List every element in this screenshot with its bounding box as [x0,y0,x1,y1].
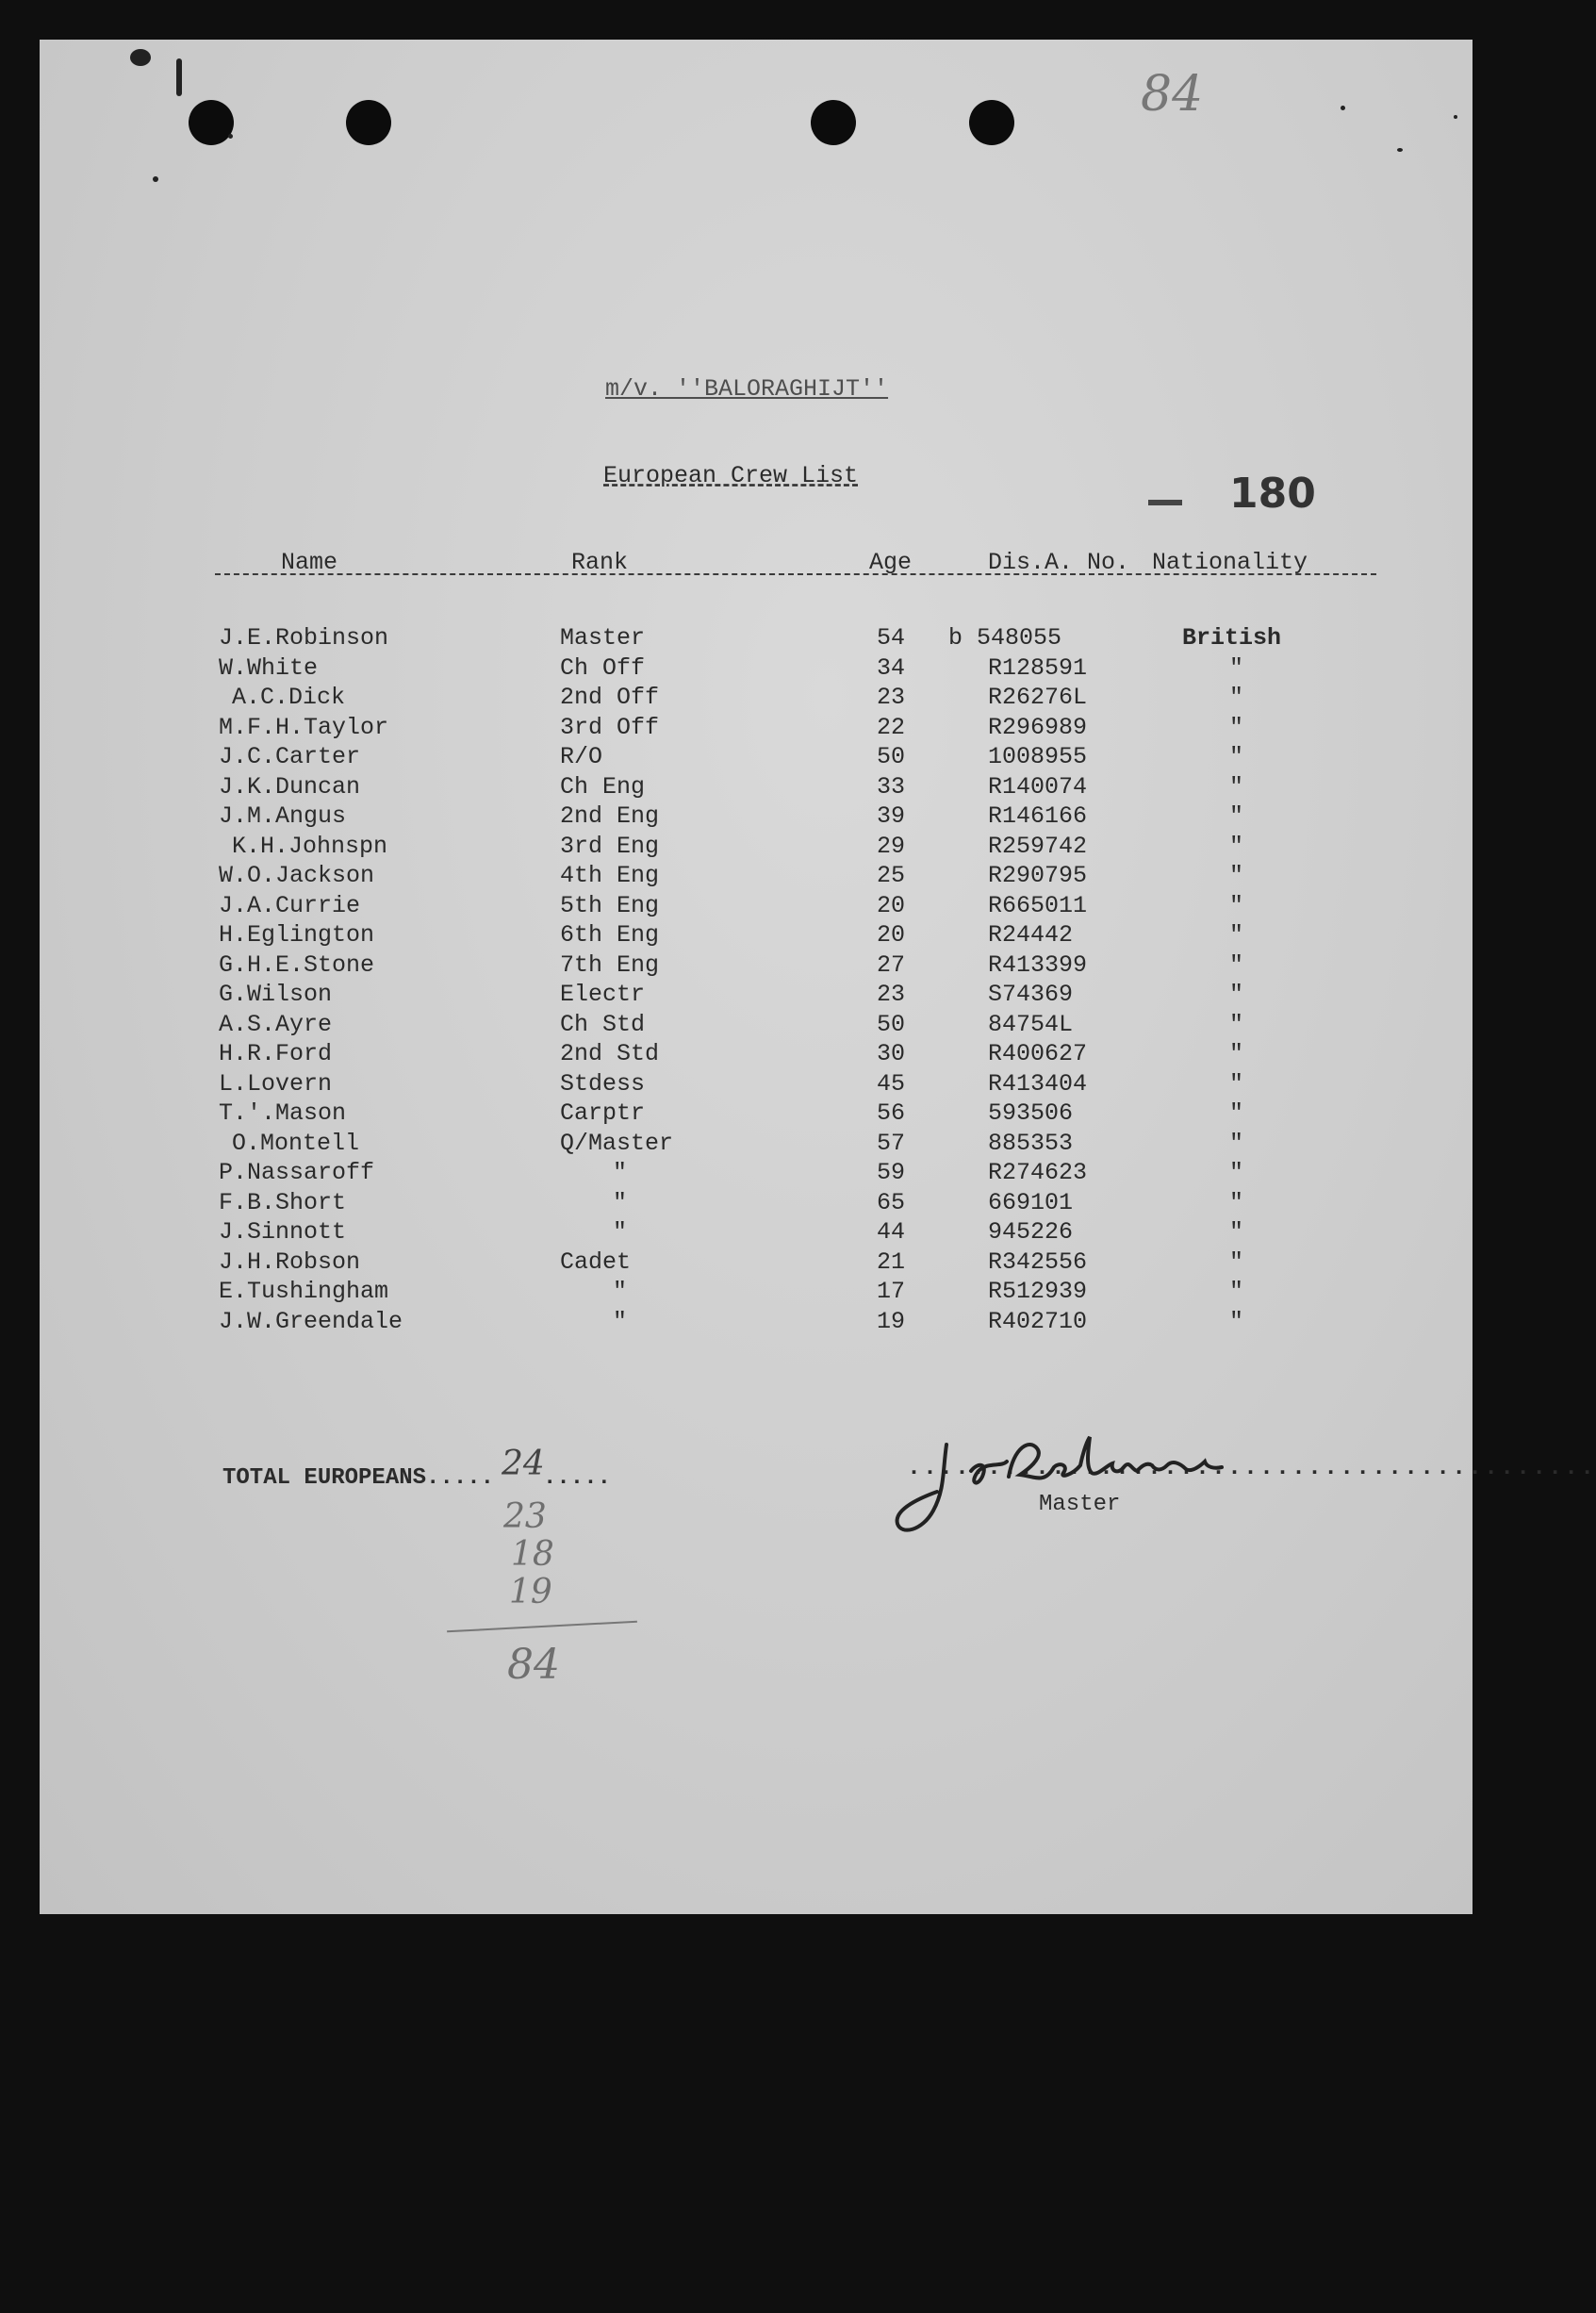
table-cell-rank: 4th Eng [560,862,660,889]
total-value: 24 [502,1445,545,1483]
table-cell-age: 20 [877,892,906,919]
table-cell-nat: " [1229,862,1244,889]
table-cell-nat: " [1229,921,1244,949]
table-cell-name: J.A.Currie [219,892,361,919]
ink-speck [153,176,158,182]
punch-hole [811,100,856,145]
column-header-age: Age [869,549,913,576]
table-cell-dis: R413399 [988,951,1088,979]
table-cell-age: 25 [877,862,906,889]
document-title: European Crew List [603,462,859,489]
table-cell-name: O.Montell [232,1130,360,1157]
table-cell-name: W.White [219,654,319,682]
column-header-nationality: Nationality [1152,549,1308,576]
table-cell-dis: R512939 [988,1278,1088,1305]
table-cell-nat: " [1229,1011,1244,1038]
table-cell-rank: 6th Eng [560,921,660,949]
table-cell-dis: R296989 [988,714,1088,741]
table-cell-dis: R24442 [988,921,1074,949]
ship-name: m/v. ''BALORAGHIJT'' [605,375,889,403]
table-cell-nat: " [1229,892,1244,919]
table-cell-nat: " [1229,981,1244,1008]
table-cell-name: J.C.Carter [219,743,361,770]
table-cell-rank: " [613,1159,628,1186]
punch-hole [346,100,391,145]
table-cell-dis: R665011 [988,892,1088,919]
ink-speck [1397,148,1403,152]
table-cell-nat: " [1229,654,1244,682]
ink-speck [228,134,233,139]
table-cell-rank: Ch Off [560,654,646,682]
table-cell-nat: " [1229,1248,1244,1276]
document-page [40,40,1596,1914]
table-cell-nat: " [1229,833,1244,860]
table-cell-name: G.Wilson [219,981,333,1008]
table-cell-age: 50 [877,743,906,770]
table-cell-nat: " [1229,714,1244,741]
table-cell-name: P.Nassaroff [219,1159,375,1186]
table-cell-nat: " [1229,1308,1244,1335]
tally-number: 18 [511,1535,554,1574]
table-cell-dis: R290795 [988,862,1088,889]
table-cell-dis: 593506 [988,1099,1074,1127]
table-cell-rank: R/O [560,743,603,770]
table-cell-age: 50 [877,1011,906,1038]
table-cell-age: 29 [877,833,906,860]
table-cell-dis: R342556 [988,1248,1088,1276]
table-cell-name: J.E.Robinson [219,624,389,652]
table-cell-name: H.R.Ford [219,1040,333,1067]
total-trail: ..... [543,1465,612,1491]
table-cell-age: 56 [877,1099,906,1127]
table-cell-nat: " [1229,1099,1244,1127]
table-cell-dis: R140074 [988,773,1088,801]
table-cell-dis: R274623 [988,1159,1088,1186]
table-cell-dis: R259742 [988,833,1088,860]
folio-stamp: 180 [1229,470,1316,518]
table-cell-age: 33 [877,773,906,801]
table-cell-nat: " [1229,802,1244,830]
table-cell-age: 39 [877,802,906,830]
table-cell-age: 19 [877,1308,906,1335]
table-cell-rank: 3rd Off [560,714,660,741]
table-cell-age: 54 [877,624,906,652]
table-cell-age: 20 [877,921,906,949]
table-cell-name: W.O.Jackson [219,862,375,889]
table-cell-name: J.Sinnott [219,1218,347,1246]
table-cell-rank: " [613,1308,628,1335]
table-cell-rank: " [613,1278,628,1305]
table-cell-dis: 1008955 [988,743,1088,770]
table-cell-age: 23 [877,981,906,1008]
table-cell-dis: R128591 [988,654,1088,682]
table-cell-age: 30 [877,1040,906,1067]
table-cell-rank: " [613,1189,628,1216]
table-cell-nat: " [1229,1040,1244,1067]
table-cell-nat: " [1229,1278,1244,1305]
column-header-dis-a-no: Dis.A. No. [988,549,1130,576]
table-cell-rank: Ch Std [560,1011,646,1038]
table-cell-name: J.K.Duncan [219,773,361,801]
table-cell-name: M.F.H.Taylor [219,714,389,741]
table-cell-age: 44 [877,1218,906,1246]
table-cell-age: 21 [877,1248,906,1276]
table-cell-nat: " [1229,951,1244,979]
table-cell-rank: Master [560,624,646,652]
table-cell-rank: Stdess [560,1070,646,1098]
table-cell-name: K.H.Johnspn [232,833,388,860]
table-cell-dis: 669101 [988,1189,1074,1216]
table-cell-name: F.B.Short [219,1189,347,1216]
tally-number: 23 [503,1497,547,1536]
table-cell-dis: R402710 [988,1308,1088,1335]
table-cell-name: A.S.Ayre [219,1011,333,1038]
table-cell-age: 22 [877,714,906,741]
table-cell-rank: Ch Eng [560,773,646,801]
table-cell-dis: R413404 [988,1070,1088,1098]
stamp-mark [1148,500,1182,505]
table-cell-rank: Q/Master [560,1130,674,1157]
table-cell-age: 59 [877,1159,906,1186]
punch-hole [189,100,234,145]
table-cell-dis: 885353 [988,1130,1074,1157]
table-cell-name: J.W.Greendale [219,1308,403,1335]
table-cell-dis: 945226 [988,1218,1074,1246]
corner-pencil-number: 84 [1141,66,1204,123]
ink-speck [1341,106,1345,110]
table-cell-age: 34 [877,654,906,682]
column-header-rank: Rank [571,549,629,576]
table-cell-rank: Carptr [560,1099,646,1127]
table-cell-nat: " [1229,1070,1244,1098]
table-cell-nat: " [1229,1130,1244,1157]
table-cell-rank: 3rd Eng [560,833,660,860]
table-cell-dis: 84754L [988,1011,1074,1038]
table-cell-dis: R400627 [988,1040,1088,1067]
table-cell-name: G.H.E.Stone [219,951,375,979]
tally-sum: 84 [507,1641,560,1689]
ink-speck [1454,115,1457,119]
table-cell-rank: " [613,1218,628,1246]
table-cell-rank: 7th Eng [560,951,660,979]
table-cell-rank: 2nd Std [560,1040,660,1067]
table-cell-name: T.'.Mason [219,1099,347,1127]
ink-speck [130,49,151,66]
table-cell-dis: R26276L [988,684,1088,711]
table-cell-nat: British [1182,624,1282,652]
table-cell-name: L.Lovern [219,1070,333,1098]
table-cell-age: 23 [877,684,906,711]
table-cell-rank: Electr [560,981,646,1008]
table-cell-nat: " [1229,773,1244,801]
tally-number: 19 [509,1573,552,1611]
column-header-name: Name [281,549,338,576]
signature-role: Master [1039,1492,1121,1517]
table-cell-nat: " [1229,1218,1244,1246]
total-label: TOTAL EUROPEANS..... [222,1465,495,1491]
table-cell-name: J.M.Angus [219,802,347,830]
table-cell-rank: 2nd Off [560,684,660,711]
table-cell-name: A.C.Dick [232,684,346,711]
table-cell-dis: b 548055 [948,624,1062,652]
table-cell-dis: R146166 [988,802,1088,830]
table-cell-rank: 5th Eng [560,892,660,919]
signature-dots: ........................................... [907,1454,1596,1481]
table-cell-age: 17 [877,1278,906,1305]
table-cell-age: 57 [877,1130,906,1157]
table-cell-age: 65 [877,1189,906,1216]
table-cell-nat: " [1229,743,1244,770]
table-cell-nat: " [1229,1189,1244,1216]
table-cell-age: 27 [877,951,906,979]
table-cell-dis: S74369 [988,981,1074,1008]
table-cell-rank: Cadet [560,1248,632,1276]
table-cell-name: E.Tushingham [219,1278,389,1305]
table-cell-rank: 2nd Eng [560,802,660,830]
tally-sum-rule [447,1621,637,1633]
table-cell-nat: " [1229,684,1244,711]
table-cell-age: 45 [877,1070,906,1098]
table-cell-name: H.Eglington [219,921,375,949]
header-rule [215,573,1376,575]
ink-speck [176,58,182,96]
table-cell-nat: " [1229,1159,1244,1186]
punch-hole [969,100,1014,145]
table-cell-name: J.H.Robson [219,1248,361,1276]
